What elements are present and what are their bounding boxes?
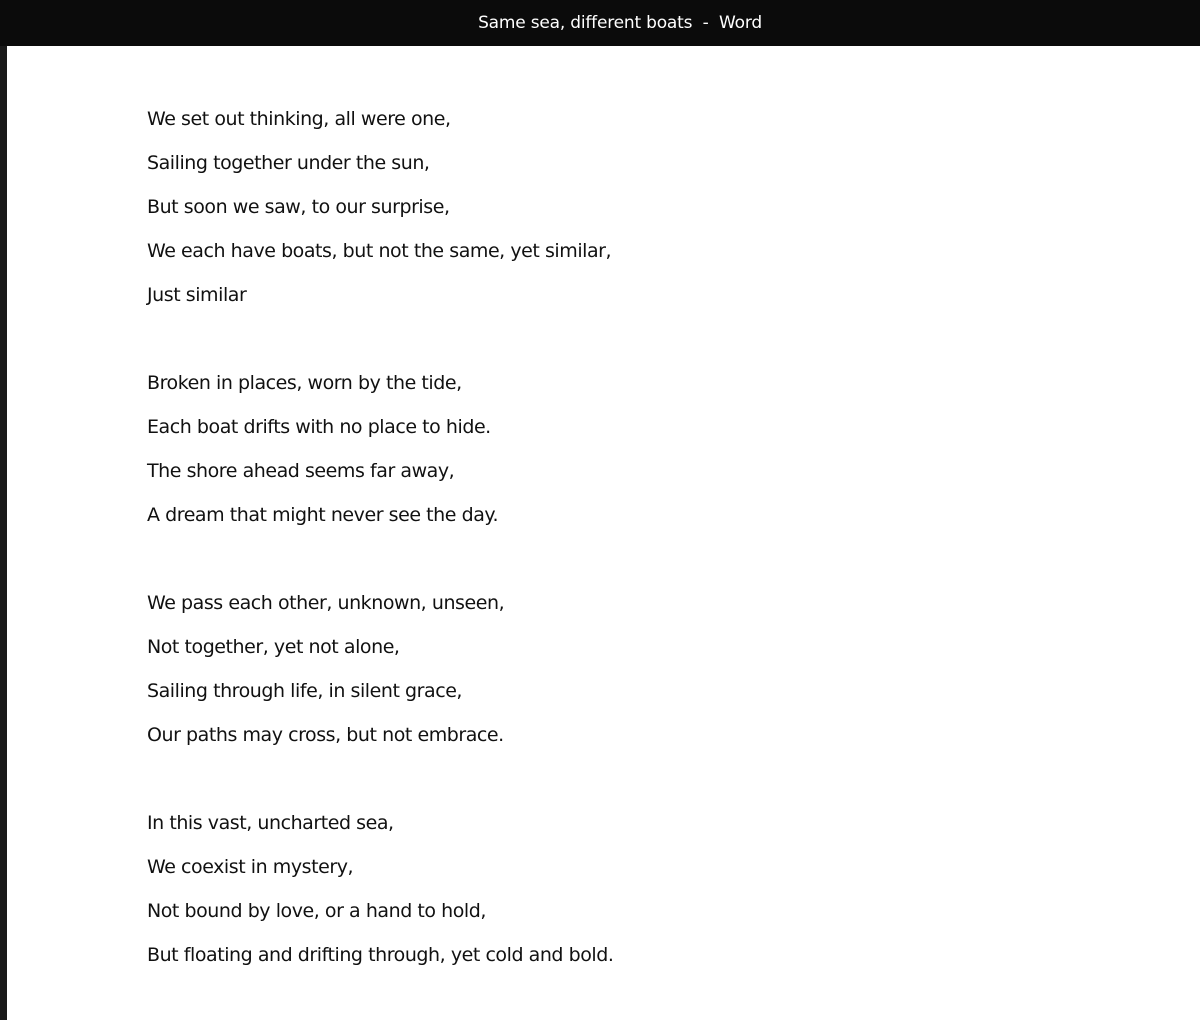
poem-line: A dream that might never see the day. — [147, 504, 499, 526]
poem-line: Broken in places, worn by the tide, — [147, 372, 462, 394]
stanza-1 — [147, 104, 1147, 324]
poem-line: Sailing together under the sun, — [147, 152, 430, 174]
poem-line: We coexist in mystery, — [147, 856, 354, 878]
left-window-edge — [0, 46, 7, 1020]
stanza-3 — [147, 588, 1147, 764]
poem-line: Our paths may cross, but not embrace. — [147, 724, 504, 746]
window-title: Same sea, different boats - Word — [478, 13, 762, 33]
poem-line: But soon we saw, to our surprise, — [147, 196, 450, 218]
poem-line: Sailing through life, in silent grace, — [147, 680, 463, 702]
document-page[interactable] — [7, 46, 1200, 1020]
title-bar — [0, 0, 1200, 46]
poem-line: We pass each other, unknown, unseen, — [147, 592, 505, 614]
poem-line: Not together, yet not alone, — [147, 636, 400, 658]
poem-line: Each boat drifts with no place to hide. — [147, 416, 491, 438]
poem-line: Just similar — [147, 284, 247, 306]
stanza-2 — [147, 368, 1147, 544]
poem-line: But floating and drifting through, yet cold and bold. — [147, 944, 614, 966]
poem-line: Not bound by love, or a hand to hold, — [147, 900, 486, 922]
poem-line: The shore ahead seems far away, — [147, 460, 455, 482]
poem-line: We set out thinking, all were one, — [147, 108, 451, 130]
poem-line: We each have boats, but not the same, yet similar, — [147, 240, 612, 262]
stanza-4 — [147, 808, 1147, 984]
document-body[interactable] — [147, 104, 1147, 1028]
poem-line: In this vast, uncharted sea, — [147, 812, 394, 834]
